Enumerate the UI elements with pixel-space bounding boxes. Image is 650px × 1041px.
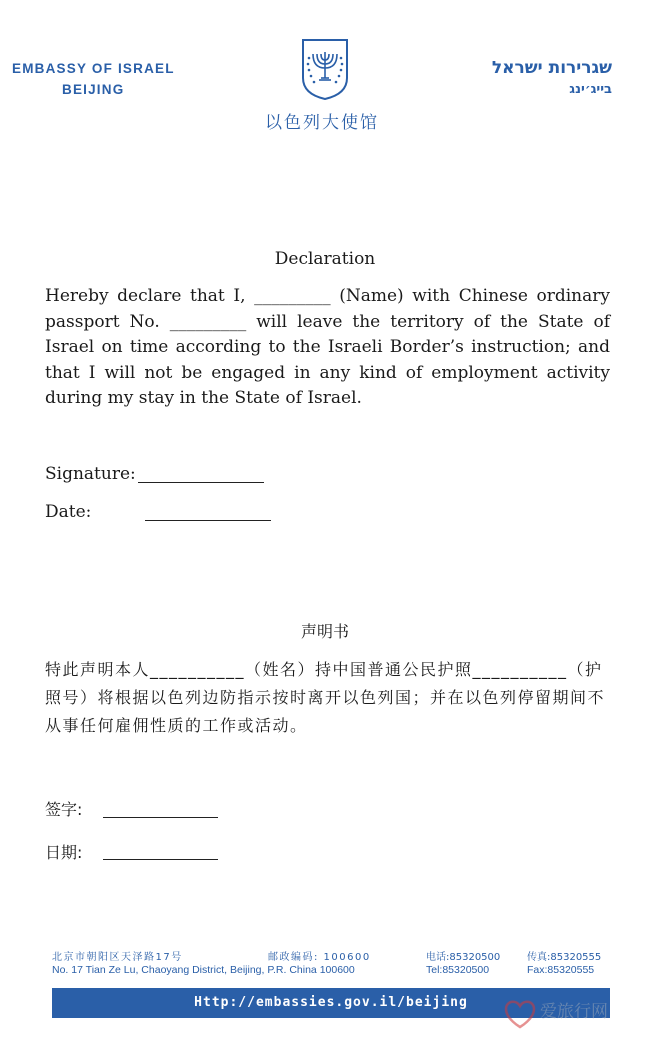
declaration-title: Declaration	[274, 249, 376, 269]
footer-address-en: No. 17 Tian Ze Lu, Chaoyang District, Beijing, P.R. China 100600	[52, 964, 355, 976]
date-line	[145, 520, 271, 521]
date-line-zh	[103, 859, 218, 860]
declaration-body-zh: 特此声明本人__________（姓名）持中国普通公民护照__________（护照号）将根据以色列边防指示按时离开以色列国；并在以色列停留期间不从事任何雇佣性质的工作或活动。	[45, 660, 606, 735]
footer-tel-en: Tel:85320500	[426, 964, 490, 976]
footer-postcode-zh: 邮政编码: 100600	[268, 952, 371, 963]
footer-fax-en: Fax:85320555	[527, 964, 595, 976]
watermark-text: 爱旅行网	[540, 1002, 608, 1022]
footer-url-link[interactable]: Http://embassies.gov.il/beijing	[194, 995, 468, 1010]
date-label: Date:	[45, 502, 92, 522]
embassy-name-en: EMBASSY OF ISRAEL	[12, 61, 175, 76]
declaration-title-zh: 声明书	[300, 622, 349, 641]
declaration-body: Hereby declare that I, _________ (Name) with Chinese ordinary passport No. _________ will leave the territory of the State of Israel on time according to the Israeli Border’s instruction; and that I will not be engaged in any kind of employment activity during my stay in the State of Israel.	[45, 286, 610, 408]
signature-label-zh: 签字:	[45, 800, 83, 819]
signature-line	[138, 482, 264, 483]
embassy-city-he: בייג׳ינג	[569, 82, 612, 97]
embassy-city-en: BEIJING	[62, 82, 125, 97]
signature-line-zh	[103, 817, 218, 818]
embassy-name-he: שגרירות ישראל	[491, 58, 612, 78]
embassy-name-zh: 以色列大使馆	[265, 113, 379, 133]
footer-tel-zh: 电话:85320500	[426, 952, 501, 963]
footer-address-zh: 北京市朝阳区天泽路17号	[52, 952, 183, 963]
date-label-zh: 日期:	[45, 843, 83, 862]
signature-label: Signature:	[45, 464, 136, 484]
watermark-logo	[496, 993, 646, 1037]
menorah-emblem-icon	[299, 38, 351, 100]
footer-fax-zh: 传真:85320555	[527, 952, 602, 963]
